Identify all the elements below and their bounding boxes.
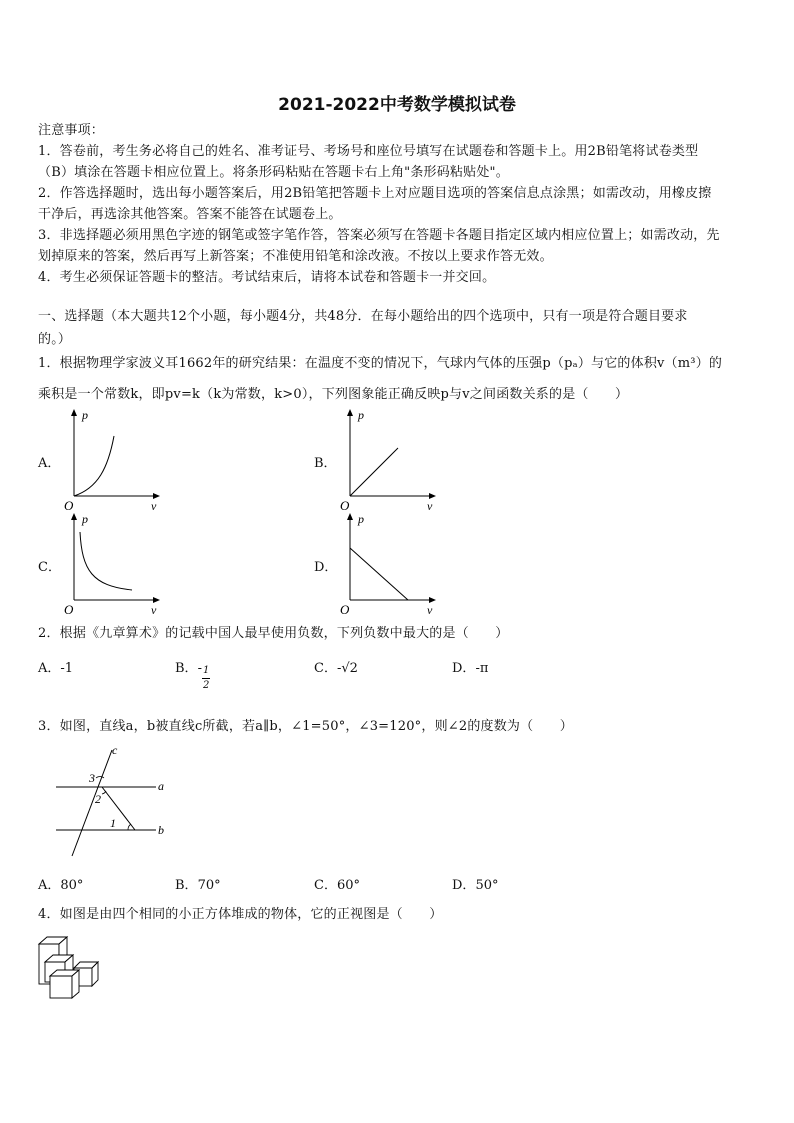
notice-line: 2．作答选择题时，选出每小题答案后，用2B铅笔把答题卡上对应题目选项的答案信息点涂黑；如需改动，用橡皮擦 bbox=[38, 186, 712, 201]
q1-option-d-label: D． bbox=[314, 560, 338, 575]
q3-option-a: A．80° bbox=[38, 878, 84, 893]
q1-graph-d bbox=[336, 510, 436, 616]
angle-2-label: 2 bbox=[95, 792, 101, 806]
section-heading: 的。） bbox=[38, 332, 72, 347]
q2-option-b: B．- bbox=[175, 661, 202, 676]
axis-label-p: p bbox=[82, 512, 88, 526]
axis-label-v: v bbox=[151, 603, 157, 616]
axis-label-v: v bbox=[427, 603, 433, 616]
notice-line: （B）填涂在答题卡相应位置上。将条形码粘贴在答题卡右上角"条形码粘贴处"。 bbox=[38, 165, 509, 180]
line-c-label: c bbox=[112, 744, 118, 757]
angle-3-label: 3 bbox=[89, 771, 95, 785]
line-b-label: b bbox=[158, 823, 164, 837]
q3-option-d: D．50° bbox=[452, 878, 499, 893]
axis-label-p: p bbox=[82, 408, 88, 422]
axis-label-v: v bbox=[151, 499, 157, 512]
notice-line: 4．考生必须保证答题卡的整洁。考试结束后，请将本试卷和答题卡一并交回。 bbox=[38, 270, 496, 285]
origin-label: O bbox=[340, 498, 350, 512]
q3-figure bbox=[52, 744, 172, 858]
question-4-text: 4．如图是由四个相同的小正方体堆成的物体，它的正视图是（ ） bbox=[38, 907, 443, 922]
q2-option-b-denominator: 2 bbox=[203, 680, 210, 691]
q3-option-b: B．70° bbox=[175, 878, 221, 893]
origin-label: O bbox=[340, 602, 350, 616]
question-1-text: 乘积是一个常数k，即pv=k（k为常数，k>0），下列图象能正确反映p与v之间函数关系的是（ ） bbox=[38, 387, 629, 402]
notice-line: 干净后，再选涂其他答案。答案不能答在试题卷上。 bbox=[38, 207, 342, 222]
notice-line: 1．答卷前，考生务必将自己的姓名、准考证号、考场号和座位号填写在试题卷和答题卡上。用2B铅笔将试卷类型 bbox=[38, 144, 699, 159]
notice-heading: 注意事项： bbox=[38, 123, 105, 138]
question-1-text: 1．根据物理学家波义耳1662年的研究结果：在温度不变的情况下，气球内气体的压强p（pₐ）与它的体积v（m³）的 bbox=[38, 356, 723, 371]
q2-option-a: A．-1 bbox=[38, 661, 74, 676]
q2-option-d: D．-π bbox=[452, 661, 489, 676]
axis-label-v: v bbox=[427, 499, 433, 512]
q2-option-b-numerator: 1 bbox=[203, 665, 210, 676]
axis-label-p: p bbox=[358, 512, 364, 526]
question-2-text: 2．根据《九章算术》的记载中国人最早使用负数，下列负数中最大的是（ ） bbox=[38, 626, 509, 641]
notice-line: 划掉原来的答案，然后再写上新答案；不准使用铅笔和涂改液。不按以上要求作答无效。 bbox=[38, 249, 553, 264]
q4-cube-stack-figure bbox=[36, 934, 100, 1004]
q1-option-c-label: C． bbox=[38, 560, 61, 575]
origin-label: O bbox=[64, 602, 74, 616]
fraction-bar bbox=[202, 678, 210, 679]
section-heading: 一、选择题（本大题共12个小题，每小题4分，共48分．在每小题给出的四个选项中，只有一项是符合题目要求 bbox=[38, 309, 688, 324]
q1-graph-c bbox=[60, 510, 160, 616]
line-a-label: a bbox=[158, 779, 164, 793]
notice-line: 3．非选择题必须用黑色字迹的钢笔或签字笔作答，答案必须写在答题卡各题目指定区域内相应位置上；如需改动，先 bbox=[38, 228, 720, 243]
q1-graph-a bbox=[60, 406, 160, 512]
angle-1-label: 1 bbox=[110, 816, 116, 830]
q3-option-c: C．60° bbox=[314, 878, 360, 893]
question-3-text: 3．如图，直线a，b被直线c所截，若a∥b，∠1=50°，∠3=120°，则∠2的度数为（ ） bbox=[38, 719, 573, 734]
q1-option-a-label: A． bbox=[38, 456, 61, 471]
origin-label: O bbox=[64, 498, 74, 512]
page-title: 2021-2022中考数学模拟试卷 bbox=[278, 95, 516, 115]
q2-option-c: C．-√2 bbox=[314, 661, 358, 676]
q1-graph-b bbox=[336, 406, 436, 512]
q1-option-b-label: B． bbox=[314, 456, 337, 471]
axis-label-p: p bbox=[358, 408, 364, 422]
